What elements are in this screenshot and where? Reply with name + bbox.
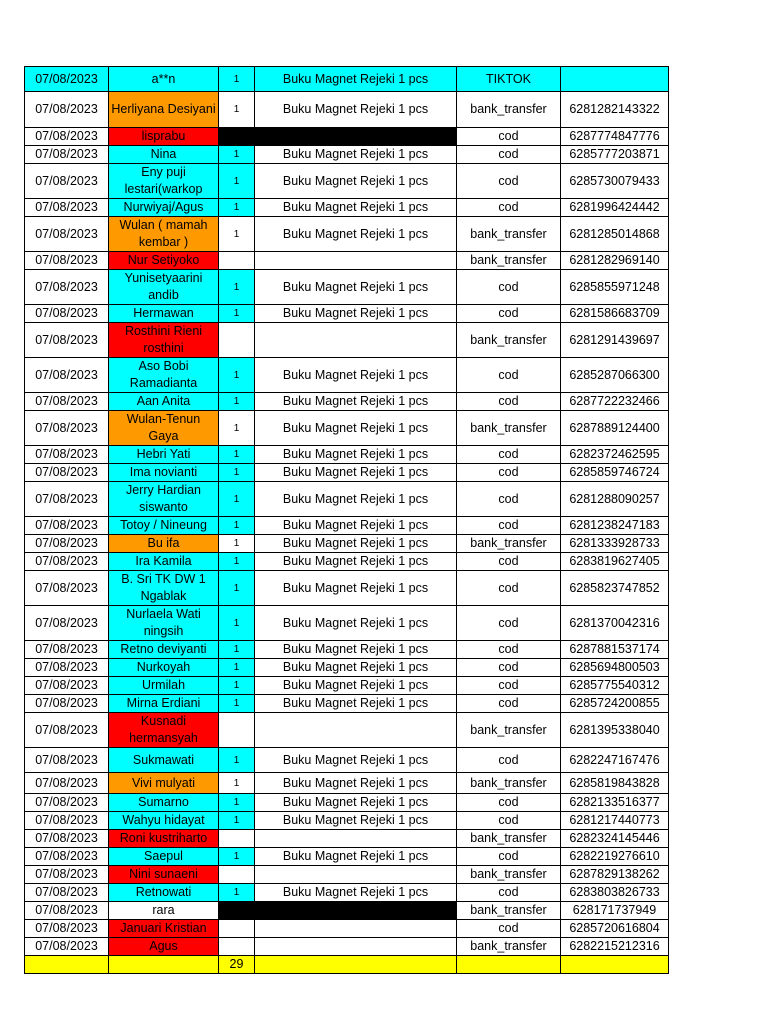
date-cell: 07/08/2023 [25, 553, 109, 571]
date-cell: 07/08/2023 [25, 146, 109, 164]
date-cell: 07/08/2023 [25, 393, 109, 411]
qty-cell [219, 938, 255, 956]
phone-cell: 6281395338040 [561, 713, 669, 748]
date-cell: 07/08/2023 [25, 67, 109, 92]
customer-name-cell: Retnowati [109, 884, 219, 902]
total-row [25, 956, 669, 974]
payment-method-cell: cod [457, 393, 561, 411]
product-cell [255, 323, 457, 358]
payment-method-cell: bank_transfer [457, 411, 561, 446]
customer-name-cell: Jerry Hardian siswanto [109, 482, 219, 517]
date-cell: 07/08/2023 [25, 606, 109, 641]
total-payment-cell [457, 956, 561, 974]
qty-cell: 1 [219, 517, 255, 535]
qty-cell: 1 [219, 199, 255, 217]
table-row [25, 884, 669, 902]
qty-cell: 1 [219, 748, 255, 773]
date-cell: 07/08/2023 [25, 270, 109, 305]
customer-name-cell: Bu ifa [109, 535, 219, 553]
payment-method-cell: cod [457, 677, 561, 695]
orders-table [24, 66, 669, 974]
customer-name-cell: Yunisetyaarini andib [109, 270, 219, 305]
qty-cell: 1 [219, 217, 255, 252]
date-cell: 07/08/2023 [25, 164, 109, 199]
customer-name-cell: Saepul [109, 848, 219, 866]
date-cell: 07/08/2023 [25, 748, 109, 773]
date-cell: 07/08/2023 [25, 938, 109, 956]
customer-name-cell: Nurlaela Wati ningsih [109, 606, 219, 641]
qty-cell: 1 [219, 677, 255, 695]
date-cell: 07/08/2023 [25, 713, 109, 748]
payment-method-cell: cod [457, 641, 561, 659]
table-row [25, 217, 669, 252]
date-cell: 07/08/2023 [25, 305, 109, 323]
date-cell: 07/08/2023 [25, 830, 109, 848]
payment-method-cell: cod [457, 920, 561, 938]
table-row [25, 270, 669, 305]
date-cell: 07/08/2023 [25, 92, 109, 128]
date-cell: 07/08/2023 [25, 677, 109, 695]
qty-cell: 1 [219, 446, 255, 464]
payment-method-cell: cod [457, 848, 561, 866]
qty-cell: 1 [219, 358, 255, 393]
table-row [25, 812, 669, 830]
product-cell: Buku Magnet Rejeki 1 pcs [255, 67, 457, 92]
phone-cell: 6283819627405 [561, 553, 669, 571]
date-cell: 07/08/2023 [25, 659, 109, 677]
table-row [25, 411, 669, 446]
payment-method-cell: cod [457, 553, 561, 571]
qty-cell: 1 [219, 411, 255, 446]
phone-cell: 6287829138262 [561, 866, 669, 884]
customer-name-cell: Januari Kristian [109, 920, 219, 938]
phone-cell: 6281217440773 [561, 812, 669, 830]
total-phone-cell [561, 956, 669, 974]
table-row [25, 641, 669, 659]
payment-method-cell: bank_transfer [457, 830, 561, 848]
product-cell: Buku Magnet Rejeki 1 pcs [255, 217, 457, 252]
date-cell: 07/08/2023 [25, 482, 109, 517]
product-cell: Buku Magnet Rejeki 1 pcs [255, 773, 457, 794]
date-cell: 07/08/2023 [25, 517, 109, 535]
customer-name-cell: Nurwiyaj/Agus [109, 199, 219, 217]
table-row [25, 535, 669, 553]
payment-method-cell: cod [457, 482, 561, 517]
date-cell: 07/08/2023 [25, 920, 109, 938]
product-cell: Buku Magnet Rejeki 1 pcs [255, 482, 457, 517]
qty-cell: 1 [219, 794, 255, 812]
qty-cell: 1 [219, 553, 255, 571]
qty-cell: 1 [219, 393, 255, 411]
table-row [25, 606, 669, 641]
customer-name-cell: Ira Kamila [109, 553, 219, 571]
table-row [25, 748, 669, 773]
date-cell: 07/08/2023 [25, 535, 109, 553]
payment-method-cell: cod [457, 812, 561, 830]
payment-method-cell: bank_transfer [457, 773, 561, 794]
customer-name-cell: Aso Bobi Ramadianta [109, 358, 219, 393]
product-cell: Buku Magnet Rejeki 1 pcs [255, 146, 457, 164]
product-cell: Buku Magnet Rejeki 1 pcs [255, 848, 457, 866]
date-cell: 07/08/2023 [25, 252, 109, 270]
payment-method-cell: cod [457, 659, 561, 677]
payment-method-cell: cod [457, 748, 561, 773]
product-cell [255, 938, 457, 956]
qty-cell: 1 [219, 464, 255, 482]
date-cell: 07/08/2023 [25, 217, 109, 252]
qty-cell: 1 [219, 695, 255, 713]
phone-cell: 6285819843828 [561, 773, 669, 794]
product-cell: Buku Magnet Rejeki 1 pcs [255, 606, 457, 641]
payment-method-cell: cod [457, 146, 561, 164]
table-row [25, 920, 669, 938]
customer-name-cell: Roni kustriharto [109, 830, 219, 848]
phone-cell: 6285775540312 [561, 677, 669, 695]
table-row [25, 659, 669, 677]
qty-cell: 1 [219, 67, 255, 92]
payment-method-cell: cod [457, 606, 561, 641]
payment-method-cell: cod [457, 305, 561, 323]
table-row [25, 252, 669, 270]
product-cell [255, 252, 457, 270]
product-cell [255, 713, 457, 748]
product-cell: Buku Magnet Rejeki 1 pcs [255, 411, 457, 446]
date-cell: 07/08/2023 [25, 128, 109, 146]
table-row [25, 67, 669, 92]
phone-cell: 6287722232466 [561, 393, 669, 411]
payment-method-cell: cod [457, 794, 561, 812]
customer-name-cell: Eny puji lestari(warkop [109, 164, 219, 199]
customer-name-cell: Wahyu hidayat [109, 812, 219, 830]
customer-name-cell: lisprabu [109, 128, 219, 146]
phone-cell: 6283803826733 [561, 884, 669, 902]
table-row [25, 464, 669, 482]
date-cell: 07/08/2023 [25, 812, 109, 830]
phone-cell: 6282324145446 [561, 830, 669, 848]
date-cell: 07/08/2023 [25, 641, 109, 659]
customer-name-cell: Agus [109, 938, 219, 956]
date-cell: 07/08/2023 [25, 323, 109, 358]
table-row [25, 695, 669, 713]
table-row [25, 92, 669, 128]
table-row [25, 773, 669, 794]
payment-method-cell: bank_transfer [457, 92, 561, 128]
date-cell: 07/08/2023 [25, 411, 109, 446]
product-cell: Buku Magnet Rejeki 1 pcs [255, 571, 457, 606]
customer-name-cell: Aan Anita [109, 393, 219, 411]
customer-name-cell: rara [109, 902, 219, 920]
table-row [25, 446, 669, 464]
product-cell [255, 830, 457, 848]
customer-name-cell: Nini sunaeni [109, 866, 219, 884]
product-cell: Buku Magnet Rejeki 1 pcs [255, 812, 457, 830]
phone-cell: 6281285014868 [561, 217, 669, 252]
qty-cell [219, 902, 255, 920]
phone-cell: 6285287066300 [561, 358, 669, 393]
phone-cell: 6281333928733 [561, 535, 669, 553]
payment-method-cell: bank_transfer [457, 713, 561, 748]
phone-cell: 6285855971248 [561, 270, 669, 305]
qty-cell [219, 323, 255, 358]
table-row [25, 713, 669, 748]
phone-cell: 6281586683709 [561, 305, 669, 323]
qty-cell: 1 [219, 92, 255, 128]
payment-method-cell: cod [457, 571, 561, 606]
qty-cell [219, 830, 255, 848]
payment-method-cell: bank_transfer [457, 217, 561, 252]
product-cell: Buku Magnet Rejeki 1 pcs [255, 535, 457, 553]
product-cell [255, 128, 457, 146]
table-row [25, 393, 669, 411]
payment-method-cell: cod [457, 695, 561, 713]
phone-cell: 6282372462595 [561, 446, 669, 464]
payment-method-cell: bank_transfer [457, 535, 561, 553]
table-row [25, 305, 669, 323]
payment-method-cell: cod [457, 270, 561, 305]
customer-name-cell: Hebri Yati [109, 446, 219, 464]
date-cell: 07/08/2023 [25, 773, 109, 794]
customer-name-cell: Hermawan [109, 305, 219, 323]
phone-cell: 6285730079433 [561, 164, 669, 199]
phone-cell: 6287889124400 [561, 411, 669, 446]
qty-cell: 1 [219, 884, 255, 902]
table-row [25, 146, 669, 164]
qty-cell: 1 [219, 164, 255, 199]
product-cell: Buku Magnet Rejeki 1 pcs [255, 305, 457, 323]
customer-name-cell: Retno deviyanti [109, 641, 219, 659]
payment-method-cell: bank_transfer [457, 938, 561, 956]
product-cell: Buku Magnet Rejeki 1 pcs [255, 794, 457, 812]
table-row [25, 553, 669, 571]
customer-name-cell: Nurkoyah [109, 659, 219, 677]
qty-cell [219, 713, 255, 748]
product-cell: Buku Magnet Rejeki 1 pcs [255, 358, 457, 393]
qty-cell: 1 [219, 571, 255, 606]
phone-cell: 6281996424442 [561, 199, 669, 217]
table-row [25, 323, 669, 358]
date-cell: 07/08/2023 [25, 866, 109, 884]
payment-method-cell: cod [457, 446, 561, 464]
phone-cell: 6285724200855 [561, 695, 669, 713]
customer-name-cell: a**n [109, 67, 219, 92]
customer-name-cell: Urmilah [109, 677, 219, 695]
customer-name-cell: Mirna Erdiani [109, 695, 219, 713]
qty-cell: 1 [219, 535, 255, 553]
date-cell: 07/08/2023 [25, 358, 109, 393]
payment-method-cell: cod [457, 884, 561, 902]
table-row [25, 199, 669, 217]
date-cell: 07/08/2023 [25, 884, 109, 902]
product-cell: Buku Magnet Rejeki 1 pcs [255, 164, 457, 199]
qty-cell: 1 [219, 659, 255, 677]
phone-cell: 6287774847776 [561, 128, 669, 146]
product-cell: Buku Magnet Rejeki 1 pcs [255, 270, 457, 305]
customer-name-cell: Kusnadi hermansyah [109, 713, 219, 748]
date-cell: 07/08/2023 [25, 902, 109, 920]
qty-cell: 1 [219, 270, 255, 305]
customer-name-cell: Wulan-Tenun Gaya [109, 411, 219, 446]
phone-cell: 6281291439697 [561, 323, 669, 358]
customer-name-cell: Wulan ( mamah kembar ) [109, 217, 219, 252]
table-row [25, 677, 669, 695]
qty-cell: 1 [219, 848, 255, 866]
table-row [25, 358, 669, 393]
phone-cell: 6281288090257 [561, 482, 669, 517]
phone-cell: 6282219276610 [561, 848, 669, 866]
phone-cell: 6287881537174 [561, 641, 669, 659]
table-row [25, 482, 669, 517]
qty-cell: 1 [219, 482, 255, 517]
phone-cell [561, 67, 669, 92]
product-cell: Buku Magnet Rejeki 1 pcs [255, 695, 457, 713]
customer-name-cell: Sumarno [109, 794, 219, 812]
qty-cell: 1 [219, 146, 255, 164]
phone-cell: 628171737949 [561, 902, 669, 920]
payment-method-cell: cod [457, 164, 561, 199]
date-cell: 07/08/2023 [25, 199, 109, 217]
phone-cell: 6285823747852 [561, 571, 669, 606]
total-product-cell [255, 956, 457, 974]
total-name-cell [109, 956, 219, 974]
product-cell: Buku Magnet Rejeki 1 pcs [255, 517, 457, 535]
table-row [25, 164, 669, 199]
table-row [25, 830, 669, 848]
customer-name-cell: Nina [109, 146, 219, 164]
table-row [25, 938, 669, 956]
total-date-cell [25, 956, 109, 974]
product-cell: Buku Magnet Rejeki 1 pcs [255, 553, 457, 571]
qty-cell [219, 920, 255, 938]
table-row [25, 571, 669, 606]
payment-method-cell: bank_transfer [457, 866, 561, 884]
qty-cell: 1 [219, 812, 255, 830]
customer-name-cell: Ima novianti [109, 464, 219, 482]
product-cell: Buku Magnet Rejeki 1 pcs [255, 393, 457, 411]
product-cell: Buku Magnet Rejeki 1 pcs [255, 748, 457, 773]
qty-cell: 1 [219, 305, 255, 323]
payment-method-cell: cod [457, 199, 561, 217]
date-cell: 07/08/2023 [25, 446, 109, 464]
product-cell: Buku Magnet Rejeki 1 pcs [255, 446, 457, 464]
phone-cell: 6285694800503 [561, 659, 669, 677]
date-cell: 07/08/2023 [25, 695, 109, 713]
payment-method-cell: bank_transfer [457, 323, 561, 358]
phone-cell: 6281282143322 [561, 92, 669, 128]
qty-cell: 1 [219, 606, 255, 641]
customer-name-cell: B. Sri TK DW 1 Ngablak [109, 571, 219, 606]
payment-method-cell: cod [457, 358, 561, 393]
table-row [25, 866, 669, 884]
product-cell: Buku Magnet Rejeki 1 pcs [255, 199, 457, 217]
customer-name-cell: Vivi mulyati [109, 773, 219, 794]
phone-cell: 6282133516377 [561, 794, 669, 812]
table-row [25, 128, 669, 146]
product-cell: Buku Magnet Rejeki 1 pcs [255, 641, 457, 659]
payment-method-cell: bank_transfer [457, 252, 561, 270]
date-cell: 07/08/2023 [25, 794, 109, 812]
qty-cell: 1 [219, 773, 255, 794]
product-cell: Buku Magnet Rejeki 1 pcs [255, 659, 457, 677]
orders-table-body [25, 67, 669, 956]
phone-cell: 6282247167476 [561, 748, 669, 773]
product-cell [255, 920, 457, 938]
phone-cell: 6281282969140 [561, 252, 669, 270]
customer-name-cell: Nur Setiyoko [109, 252, 219, 270]
customer-name-cell: Herliyana Desiyani [109, 92, 219, 128]
phone-cell: 6281370042316 [561, 606, 669, 641]
payment-method-cell: TIKTOK [457, 67, 561, 92]
qty-cell [219, 866, 255, 884]
table-row [25, 848, 669, 866]
product-cell: Buku Magnet Rejeki 1 pcs [255, 884, 457, 902]
phone-cell: 6285859746724 [561, 464, 669, 482]
phone-cell: 6281238247183 [561, 517, 669, 535]
date-cell: 07/08/2023 [25, 571, 109, 606]
phone-cell: 6285720616804 [561, 920, 669, 938]
table-row [25, 794, 669, 812]
product-cell [255, 866, 457, 884]
qty-cell: 1 [219, 641, 255, 659]
product-cell [255, 902, 457, 920]
total-qty-cell: 29 [219, 956, 255, 974]
payment-method-cell: cod [457, 517, 561, 535]
date-cell: 07/08/2023 [25, 848, 109, 866]
phone-cell: 6285777203871 [561, 146, 669, 164]
customer-name-cell: Rosthini Rieni rosthini [109, 323, 219, 358]
table-row [25, 517, 669, 535]
product-cell: Buku Magnet Rejeki 1 pcs [255, 464, 457, 482]
date-cell: 07/08/2023 [25, 464, 109, 482]
payment-method-cell: cod [457, 128, 561, 146]
product-cell: Buku Magnet Rejeki 1 pcs [255, 677, 457, 695]
product-cell: Buku Magnet Rejeki 1 pcs [255, 92, 457, 128]
phone-cell: 6282215212316 [561, 938, 669, 956]
qty-cell [219, 128, 255, 146]
customer-name-cell: Totoy / Nineung [109, 517, 219, 535]
customer-name-cell: Sukmawati [109, 748, 219, 773]
payment-method-cell: bank_transfer [457, 902, 561, 920]
table-row [25, 902, 669, 920]
payment-method-cell: cod [457, 464, 561, 482]
qty-cell [219, 252, 255, 270]
